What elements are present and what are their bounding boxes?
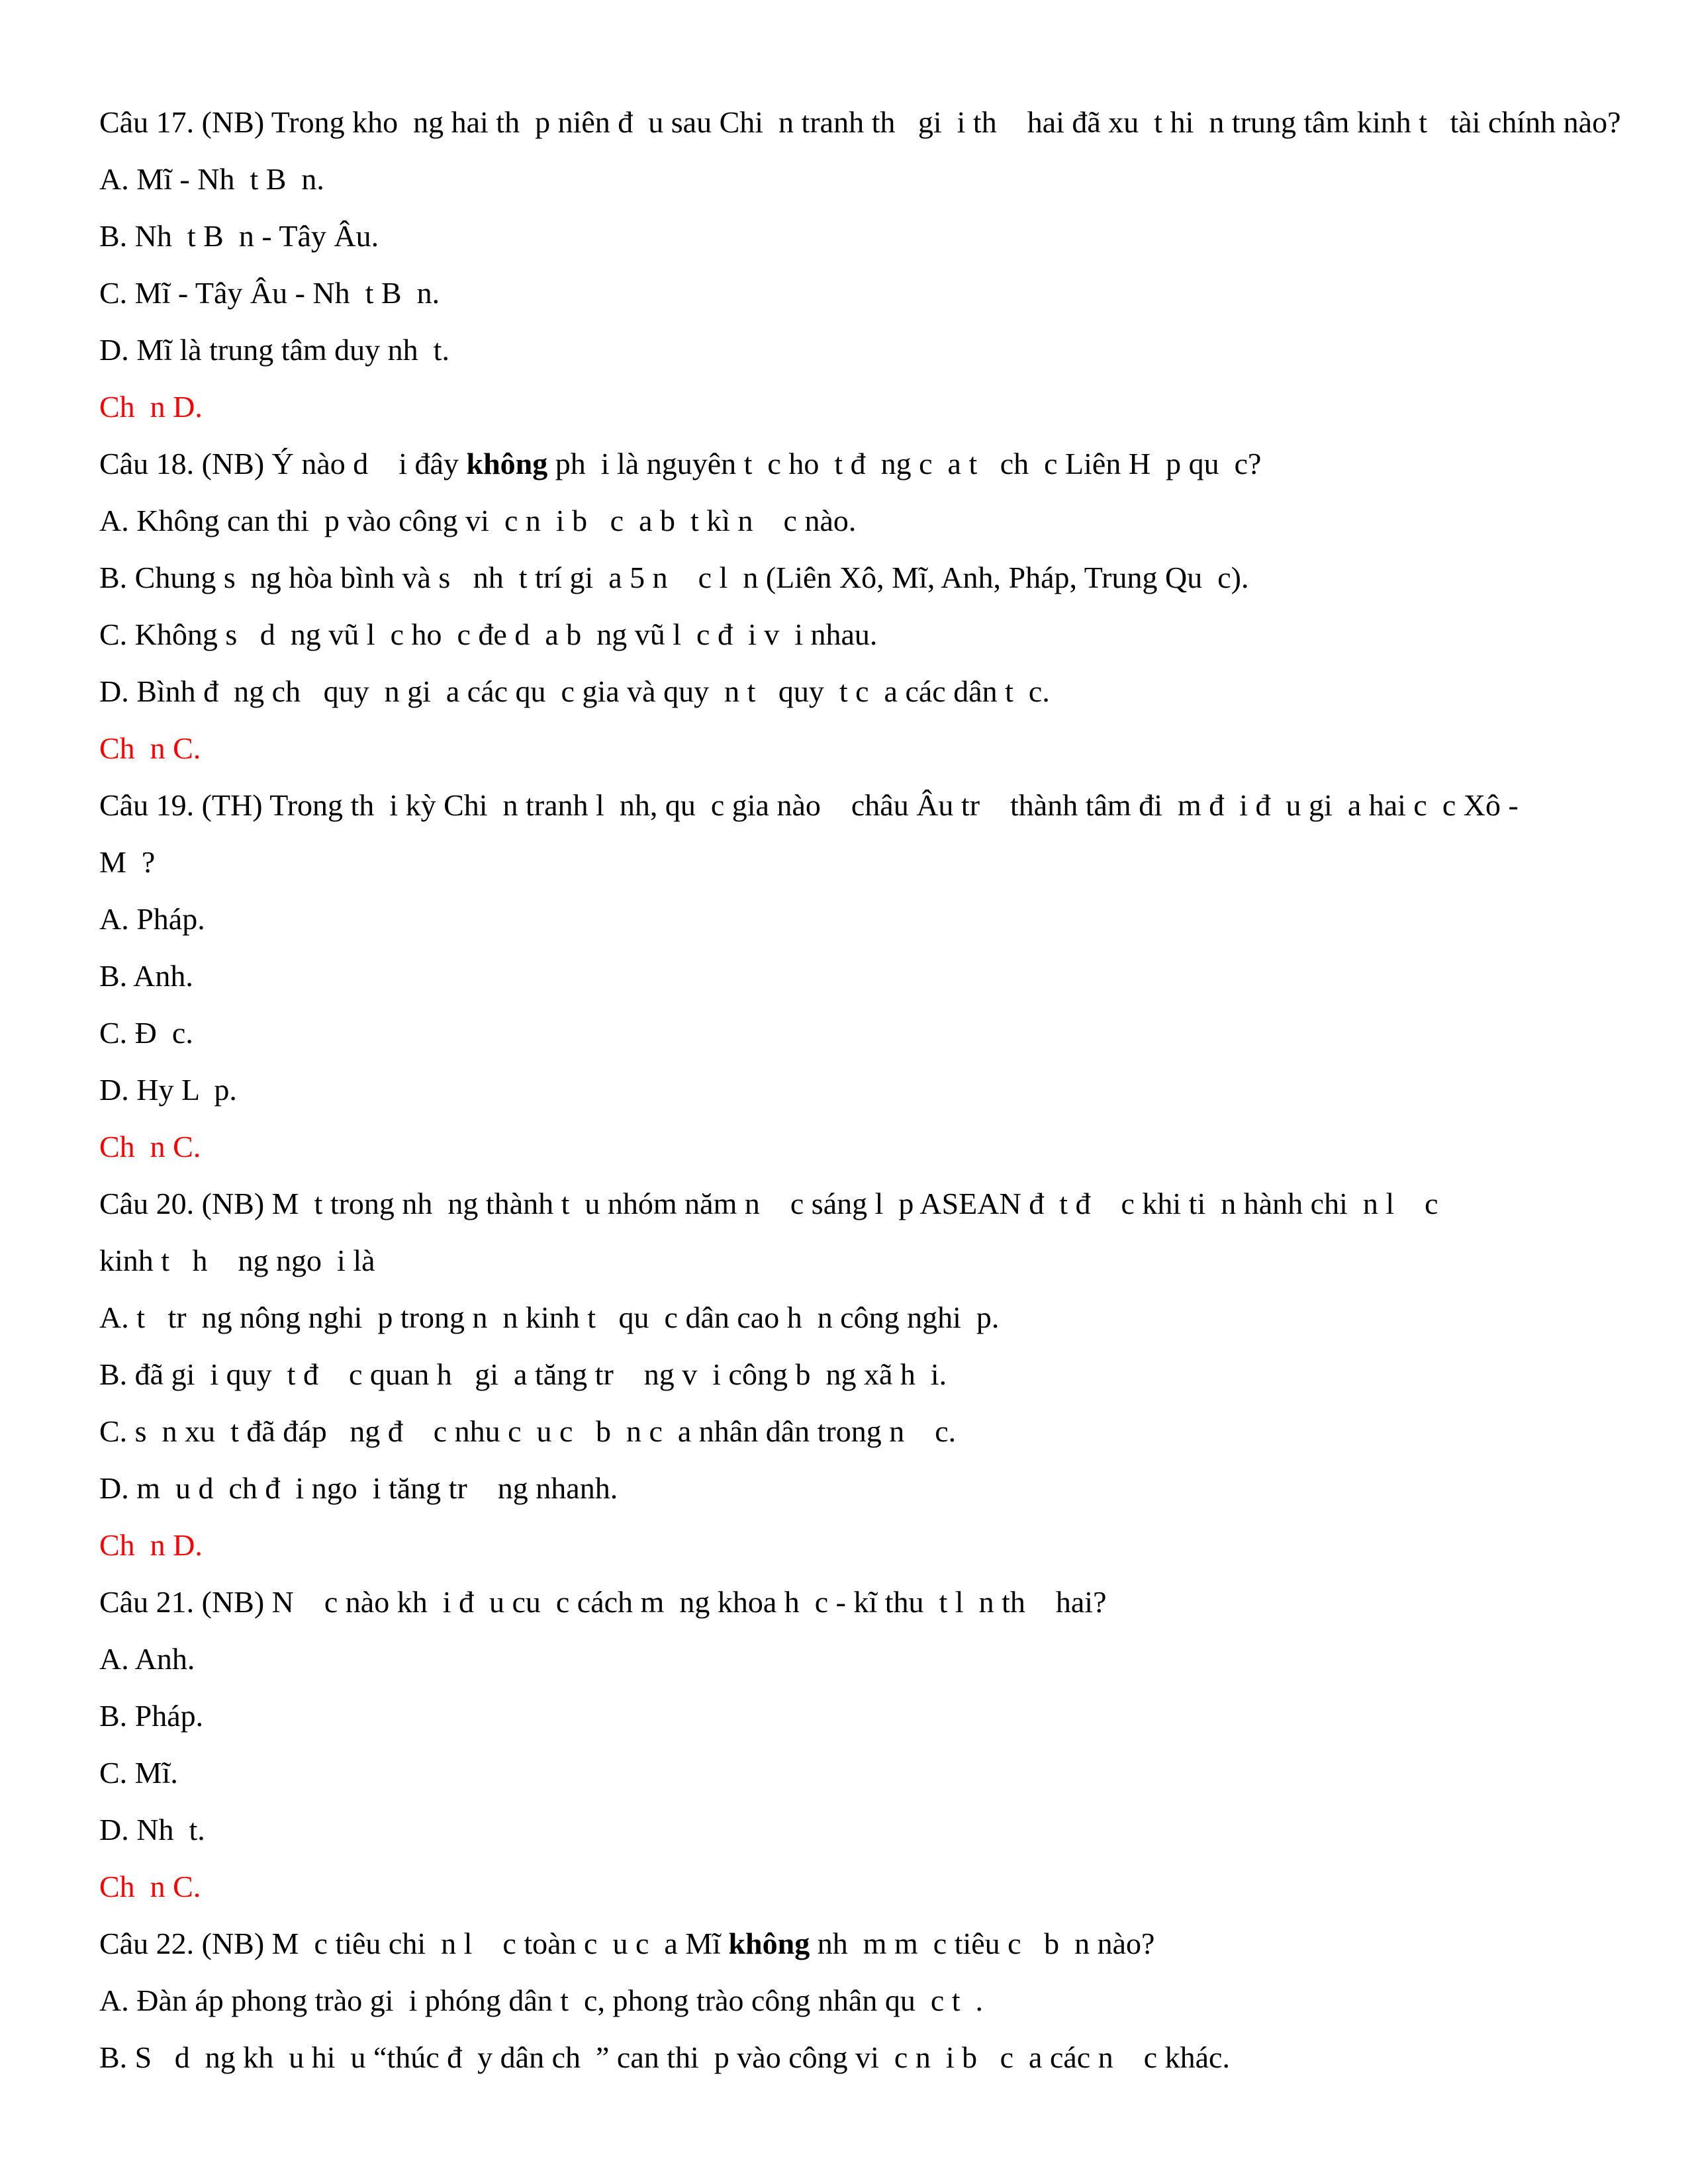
answer-line: Ch n C. — [99, 731, 201, 765]
answer-line: Ch n C. — [99, 1870, 201, 1903]
option-b: B. đã gi i quy t đ c quan h gi a tăng tr ng v i công b ng xã h i. — [99, 1357, 947, 1391]
question-text: Câu 21. (NB) N c nào kh i đ u cu c cách m ng khoa h c - kĩ thu t l n th hai? — [99, 1585, 1107, 1619]
question-21 — [99, 1574, 1589, 1915]
question-18 — [99, 435, 1589, 777]
question-text — [99, 435, 1589, 492]
option-b: B. Pháp. — [99, 1699, 204, 1733]
question-text: Câu 20. (NB) M t trong nh ng thành t u nhóm năm n c sáng l p ASEAN đ t đ c khi ti n hành chi n l c — [99, 1187, 1438, 1220]
question-text-part: nh m m c tiêu c b n nào? — [810, 1927, 1155, 1960]
answer-line: Ch n D. — [99, 1528, 203, 1562]
option-a: A. Không can thi p vào công vi c n i b c a b t kì n c nào. — [99, 504, 857, 537]
option-a: A. Mĩ - Nh t B n. — [99, 162, 324, 196]
question-19 — [99, 777, 1589, 1175]
option-a: A. Anh. — [99, 1642, 195, 1676]
option-d: D. Mĩ là trung tâm duy nh t. — [99, 333, 449, 367]
option-a: A. t tr ng nông nghi p trong n n kinh t qu c dân cao h n công nghi p. — [99, 1300, 1000, 1334]
emphasis-khong: không — [466, 447, 548, 480]
question-list — [99, 94, 1621, 2086]
question-text-continued: M ? — [99, 845, 156, 879]
option-b: B. Chung s ng hòa bình và s nh t trí gi a 5 n c l n (Liên Xô, Mĩ, Anh, Pháp, Trung Qu c). — [99, 561, 1249, 594]
emphasis-khong: không — [728, 1927, 810, 1960]
option-b: B. Nh t B n - Tây Âu. — [99, 219, 379, 253]
question-text: Câu 19. (TH) Trong th i kỳ Chi n tranh l nh, qu c gia nào châu Âu tr thành tâm đi m đ i đ u gi a hai c c Xô - — [99, 788, 1519, 822]
option-d: D. m u d ch đ i ngo i tăng tr ng nhanh. — [99, 1471, 618, 1505]
question-text — [99, 1915, 1589, 1972]
option-c: C. Không s d ng vũ l c ho c đe d a b ng vũ l c đ i v i nhau. — [99, 617, 878, 651]
question-text-continued: kinh t h ng ngo i là — [99, 1244, 375, 1277]
option-d: D. Nh t. — [99, 1813, 205, 1846]
option-d: D. Bình đ ng ch quy n gi a các qu c gia và quy n t quy t c a các dân t c. — [99, 674, 1050, 708]
option-d: D. Hy L p. — [99, 1073, 237, 1107]
option-b: B. S d ng kh u hi u “thúc đ y dân ch ” can thi p vào công vi c n i b c a các n c khác. — [99, 2040, 1230, 2074]
answer-line: Ch n C. — [99, 1130, 201, 1163]
question-20 — [99, 1175, 1589, 1574]
question-text: Câu 17. (NB) Trong kho ng hai th p niên đ u sau Chi n tranh th gi i th hai đã xu t hi n trung tâm kinh t tài chính nào? — [99, 105, 1621, 139]
option-c: C. s n xu t đã đáp ng đ c nhu c u c b n c a nhân dân trong n c. — [99, 1414, 957, 1448]
option-a: A. Đàn áp phong trào gi i phóng dân t c, phong trào công nhân qu c t . — [99, 1983, 984, 2017]
question-17 — [99, 94, 1621, 435]
question-text-part: Câu 18. (NB) Ý nào d i đây — [99, 447, 467, 480]
question-text-part: ph i là nguyên t c ho t đ ng c a t ch c Liên H p qu c? — [547, 447, 1262, 480]
question-text-part: Câu 22. (NB) M c tiêu chi n l c toàn c u c a Mĩ — [99, 1927, 729, 1960]
option-c: C. Mĩ. — [99, 1756, 178, 1790]
answer-line: Ch n D. — [99, 390, 203, 424]
question-22 — [99, 1915, 1589, 2086]
option-b: B. Anh. — [99, 959, 193, 993]
option-c: C. Mĩ - Tây Âu - Nh t B n. — [99, 276, 440, 310]
option-a: A. Pháp. — [99, 902, 205, 936]
option-c: C. Đ c. — [99, 1016, 193, 1050]
